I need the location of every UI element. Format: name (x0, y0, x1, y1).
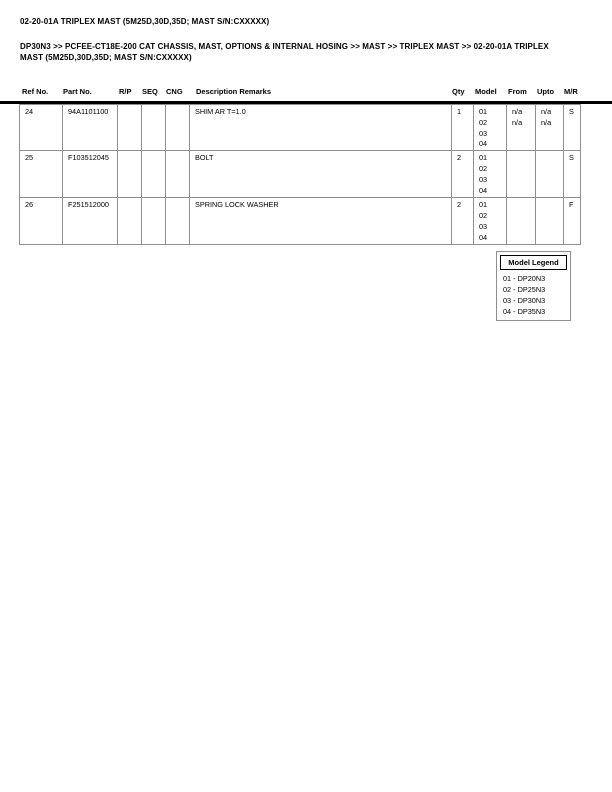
cell-seq (142, 151, 166, 198)
cell-part-no: F251512000 (63, 198, 118, 245)
table-row (20, 151, 581, 198)
model-code: 04 (479, 139, 488, 149)
cell-qty: 2 (452, 151, 474, 198)
model-code: 04 (479, 232, 488, 242)
col-header-rp: R/P (119, 87, 132, 96)
model-legend-title: Model Legend (500, 255, 567, 270)
col-header-ref-no: Ref No. (22, 87, 49, 96)
cell-seq (142, 198, 166, 245)
model-code: 03 (479, 128, 488, 138)
table-row (20, 198, 581, 245)
model-code: 03 (479, 221, 488, 231)
model-code: 01 (479, 200, 488, 210)
cell-qty: 2 (452, 198, 474, 245)
cell-from (507, 198, 536, 245)
cell-model (474, 198, 507, 245)
legend-item: 02 - DP25N3 (503, 285, 546, 294)
legend-item: 01 - DP20N3 (503, 274, 546, 283)
model-code: 02 (479, 117, 488, 127)
cell-cng (166, 105, 190, 151)
col-header-seq: SEQ (142, 87, 158, 96)
cell-part-no: F103512045 (63, 151, 118, 198)
model-code: 02 (479, 163, 488, 173)
cell-from (507, 151, 536, 198)
col-header-description: Description Remarks (196, 87, 272, 96)
cell-cng (166, 151, 190, 198)
cell-rp (118, 105, 142, 151)
cell-description: SHIM AR T=1.0 (190, 105, 452, 151)
cell-description: BOLT (190, 151, 452, 198)
cell-upto (536, 105, 564, 151)
cell-cng (166, 198, 190, 245)
model-code: 01 (479, 153, 488, 163)
from-value: n/a (512, 117, 523, 127)
cell-ref-no: 26 (20, 198, 63, 245)
col-header-mr: M/R (564, 87, 578, 96)
col-header-part-no: Part No. (63, 87, 92, 96)
cell-mr: S (564, 151, 581, 198)
model-code: 02 (479, 210, 488, 220)
cell-from (507, 105, 536, 151)
breadcrumb: DP30N3 >> PCFEE-CT18E-200 CAT CHASSIS, MAST, OPTIONS & INTERNAL HOSING >> MAST >> TRIPLEX MAST >> 02-20-01A TRIPLEX MAST (5M25D,30D,35D; MAST S/N:CXXXXX) (20, 42, 549, 62)
cell-qty: 1 (452, 105, 474, 151)
model-code: 03 (479, 174, 488, 184)
legend-item: 03 - DP30N3 (503, 296, 546, 305)
cell-rp (118, 151, 142, 198)
cell-ref-no: 24 (20, 105, 63, 151)
upto-value: n/a (541, 117, 552, 127)
cell-rp (118, 198, 142, 245)
cell-upto (536, 198, 564, 245)
model-legend (496, 251, 571, 321)
legend-item: 04 - DP35N3 (503, 307, 546, 316)
table-row (20, 105, 581, 151)
parts-table (19, 104, 581, 245)
from-value: n/a (512, 107, 523, 116)
model-code: 01 (479, 107, 488, 116)
col-header-from: From (508, 87, 527, 96)
col-header-model: Model (475, 87, 497, 96)
cell-mr: F (564, 198, 581, 245)
page-title: 02-20-01A TRIPLEX MAST (5M25D,30D,35D; MAST S/N:CXXXXX) (20, 17, 270, 26)
cell-seq (142, 105, 166, 151)
cell-ref-no: 25 (20, 151, 63, 198)
model-code: 04 (479, 185, 488, 195)
cell-model (474, 105, 507, 151)
cell-model (474, 151, 507, 198)
cell-description: SPRING LOCK WASHER (190, 198, 452, 245)
cell-part-no: 94A1101100 (63, 105, 118, 151)
col-header-upto: Upto (537, 87, 555, 96)
col-header-cng: CNG (166, 87, 183, 96)
cell-upto (536, 151, 564, 198)
cell-mr: S (564, 105, 581, 151)
upto-value: n/a (541, 107, 552, 116)
col-header-qty: Qty (452, 87, 465, 96)
